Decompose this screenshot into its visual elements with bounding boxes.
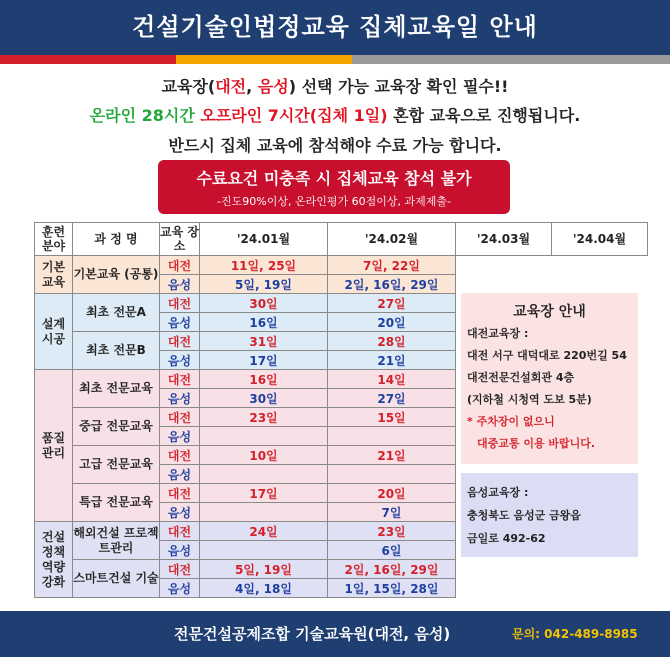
intro-line-venue: 교육장(대전, 음성) 선택 가능 교육장 확인 필수!! <box>161 77 509 96</box>
page-title: 건설기술인법정교육 집체교육일 안내 <box>0 0 670 55</box>
venue-daejeon-label: 대전교육장 : <box>467 327 529 340</box>
place-eumseong: 음성 <box>160 351 200 370</box>
place-daejeon: 대전 <box>160 256 200 275</box>
category-basic: 기본 교육 <box>35 256 73 294</box>
place-eumseong: 음성 <box>160 503 200 522</box>
place-daejeon: 대전 <box>160 560 200 579</box>
place-daejeon: 대전 <box>160 294 200 313</box>
venue-title: 교육장 안내 <box>513 304 586 320</box>
place-daejeon: 대전 <box>160 332 200 351</box>
date-cell: 23일 <box>328 522 456 541</box>
course-basic: 기본교육 (공통) <box>73 256 160 294</box>
course-smart: 스마트건설 기술 <box>73 560 160 598</box>
place-eumseong: 음성 <box>160 541 200 560</box>
date-cell <box>200 541 328 560</box>
parking-note: * 주차장이 없으니 <box>467 415 555 428</box>
transit-note: 대중교통 이용 바랍니다. <box>477 437 596 450</box>
place-eumseong: 음성 <box>160 389 200 408</box>
date-cell: 21일 <box>328 351 456 370</box>
header-place: 교육 장소 <box>160 223 200 256</box>
date-cell <box>328 427 456 446</box>
venue-eumseong-road: 금일로 492-62 <box>467 532 546 545</box>
venue-eumseong-box <box>461 473 638 557</box>
date-cell: 20일 <box>328 313 456 332</box>
venue-eumseong-address: 충청북도 음성군 금왕읍 <box>467 509 581 522</box>
course-quality-initial: 최초 전문교육 <box>73 370 160 408</box>
date-cell: 31일 <box>200 332 328 351</box>
date-cell: 17일 <box>200 351 328 370</box>
date-cell <box>200 427 328 446</box>
category-quality: 품질 관리 <box>35 370 73 522</box>
date-cell: 24일 <box>200 522 328 541</box>
header-apr: '24.04월 <box>552 223 648 256</box>
date-cell: 6일 <box>328 541 456 560</box>
venue-daejeon-building: 대전전문건설회관 4층 <box>467 371 575 384</box>
course-overseas: 해외건설 프로젝트관리 <box>73 522 160 560</box>
date-cell: 5일, 19일 <box>200 275 328 294</box>
date-cell: 27일 <box>328 294 456 313</box>
date-cell: 15일 <box>328 408 456 427</box>
place-daejeon: 대전 <box>160 370 200 389</box>
place-eumseong: 음성 <box>160 465 200 484</box>
date-cell <box>328 465 456 484</box>
date-cell: 27일 <box>328 389 456 408</box>
header-course: 과 정 명 <box>73 223 160 256</box>
header-jan: '24.01월 <box>200 223 328 256</box>
footer <box>0 611 670 657</box>
place-daejeon: 대전 <box>160 408 200 427</box>
table-row <box>35 256 648 275</box>
course-design-b: 최초 전문B <box>73 332 160 370</box>
date-cell: 16일 <box>200 313 328 332</box>
date-cell: 20일 <box>328 484 456 503</box>
date-cell: 2일, 16일, 29일 <box>328 275 456 294</box>
date-cell: 28일 <box>328 332 456 351</box>
course-design-a: 최초 전문A <box>73 294 160 332</box>
date-cell: 1일, 15일, 28일 <box>328 579 456 598</box>
venue-eumseong-label: 음성교육장 : <box>467 486 529 499</box>
date-cell: 16일 <box>200 370 328 389</box>
place-eumseong: 음성 <box>160 579 200 598</box>
date-cell: 2일, 16일, 29일 <box>328 560 456 579</box>
footer-contact: 문의: 042-489-8985 <box>512 627 638 641</box>
date-cell: 17일 <box>200 484 328 503</box>
venue-daejeon-box <box>461 293 638 464</box>
date-cell: 11일, 25일 <box>200 256 328 275</box>
header-mar: '24.03월 <box>456 223 552 256</box>
intro-line-hours: 온라인 28시간 오프라인 7시간(집체 1일) 혼합 교육으로 진행됩니다. <box>89 106 581 125</box>
date-cell <box>200 465 328 484</box>
date-cell: 4일, 18일 <box>200 579 328 598</box>
place-eumseong: 음성 <box>160 427 200 446</box>
orange-stripe <box>176 55 352 64</box>
date-cell: 30일 <box>200 294 328 313</box>
gray-stripe <box>352 55 670 64</box>
place-eumseong: 음성 <box>160 275 200 294</box>
date-cell: 21일 <box>328 446 456 465</box>
place-daejeon: 대전 <box>160 446 200 465</box>
date-cell: 10일 <box>200 446 328 465</box>
date-cell: 5일, 19일 <box>200 560 328 579</box>
date-cell: 23일 <box>200 408 328 427</box>
venue-daejeon-subway: (지하철 시청역 도보 5분) <box>467 393 592 406</box>
date-cell: 7일, 22일 <box>328 256 456 275</box>
table-header-row <box>35 223 648 256</box>
date-cell: 14일 <box>328 370 456 389</box>
warning-banner <box>158 160 510 214</box>
red-stripe <box>0 55 176 64</box>
venue-daejeon-address: 대전 서구 대덕대로 220번길 54 <box>467 349 627 362</box>
category-capacity: 건설 정책 역량 강화 <box>35 522 73 598</box>
header-feb: '24.02월 <box>328 223 456 256</box>
date-cell: 30일 <box>200 389 328 408</box>
header-category: 훈련 분야 <box>35 223 73 256</box>
course-quality-intermediate: 중급 전문교육 <box>73 408 160 446</box>
date-cell: 7일 <box>328 503 456 522</box>
course-quality-special: 특급 전문교육 <box>73 484 160 522</box>
footer-organization: 전문건설공제조합 기술교육원(대전, 음성) <box>174 625 451 643</box>
place-daejeon: 대전 <box>160 484 200 503</box>
intro-line-attendance: 반드시 집체 교육에 참석해야 수료 가능 합니다. <box>168 136 502 155</box>
place-eumseong: 음성 <box>160 313 200 332</box>
course-quality-advanced: 고급 전문교육 <box>73 446 160 484</box>
place-daejeon: 대전 <box>160 522 200 541</box>
warning-title: 수료요건 미충족 시 집체교육 참석 불가 <box>196 169 472 188</box>
warning-detail: -진도90%이상, 온라인평가 60점이상, 과제제출- <box>217 195 451 208</box>
date-cell <box>200 503 328 522</box>
category-design: 설계 시공 <box>35 294 73 370</box>
